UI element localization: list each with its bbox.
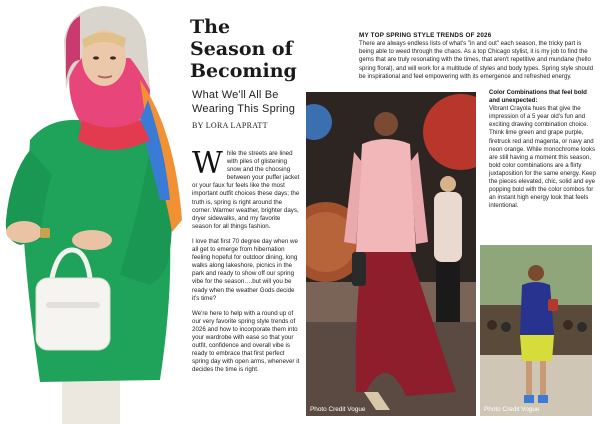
- section-body: Vibrant Crayola hues that give the impression of a 5 year old's fun and exciting drawing combination choice. Think lime green and grape purple, firetruck red and magenta, or navy and neon orange. While monochrome looks are still having a moment this season, bold color combinations are a flirty juxtaposition for the same energy. Keep the pieces elevated, chic, solid and eye popping bold with the color combos for an instant high energy look that feels intentional.: [489, 105, 596, 210]
- color-combinations-section: [489, 89, 597, 210]
- section-heading: Color Combinations that feel bold and unexpected:: [489, 89, 587, 105]
- photo-credit-main: Photo Credit Vogue: [310, 406, 366, 413]
- article-title: The Season of Becoming: [190, 16, 297, 82]
- body-paragraph-3: We're here to help with a round up of our very favorite spring style trends of 2026 and how to incorporate them into your wardrobe with ease so that your outfit, confidence and overall vibe is ready to embrace that first perfect spring day with open arms, whenever it decides the time is right.: [192, 309, 300, 374]
- runway-illustration-main: [306, 92, 476, 416]
- intro-paragraph: [192, 146, 300, 231]
- trends-heading: MY TOP SPRING STYLE TRENDS OF 2026: [359, 32, 492, 39]
- article-subtitle: What We'll All Be Wearing This Spring: [192, 89, 296, 115]
- byline: BY LORA LAPRATT: [192, 121, 268, 130]
- trends-intro: There are always endless lists of what's "in and out" each season, the tricky part is being able to weed through the chaos. As a top Chicago stylist, it is my job to find the gems that are truly resonating with the times, that aren't repetitive and mundane (hello spring floral), and will work for a multitude of styles and body types. Spring style should be inspirational and feel empowering with its emergence and refreshed energy.: [359, 40, 594, 80]
- runway-photo-main: [306, 92, 476, 416]
- runway-illustration-secondary: [480, 245, 592, 416]
- body-paragraph-2: I love that first 70 degree day when we all get to emerge from hibernation feeling hopeful for outdoor dining, long walks along lakeshore, picnics in the park and ready to show off our spring vibe for the season….but will you be ready when the weather Gods decide it's time?: [192, 237, 298, 302]
- runway-photo-secondary: [480, 245, 592, 416]
- model-illustration: [0, 0, 186, 424]
- intro-text: hile the streets are lined with piles of glistening snow and the choosing between your puffer jacket or your faux fur feels like the most important outfit choices these days; the truth is, spring is right around the corner. Warmer weather, brighter days, dryer sidewalks, and my favorite season for all things fashion.: [192, 150, 300, 230]
- body-column: [192, 146, 300, 381]
- drop-cap: W: [192, 146, 223, 181]
- model-photo: [0, 0, 186, 424]
- photo-credit-secondary: Photo Credit Vogue: [484, 406, 540, 413]
